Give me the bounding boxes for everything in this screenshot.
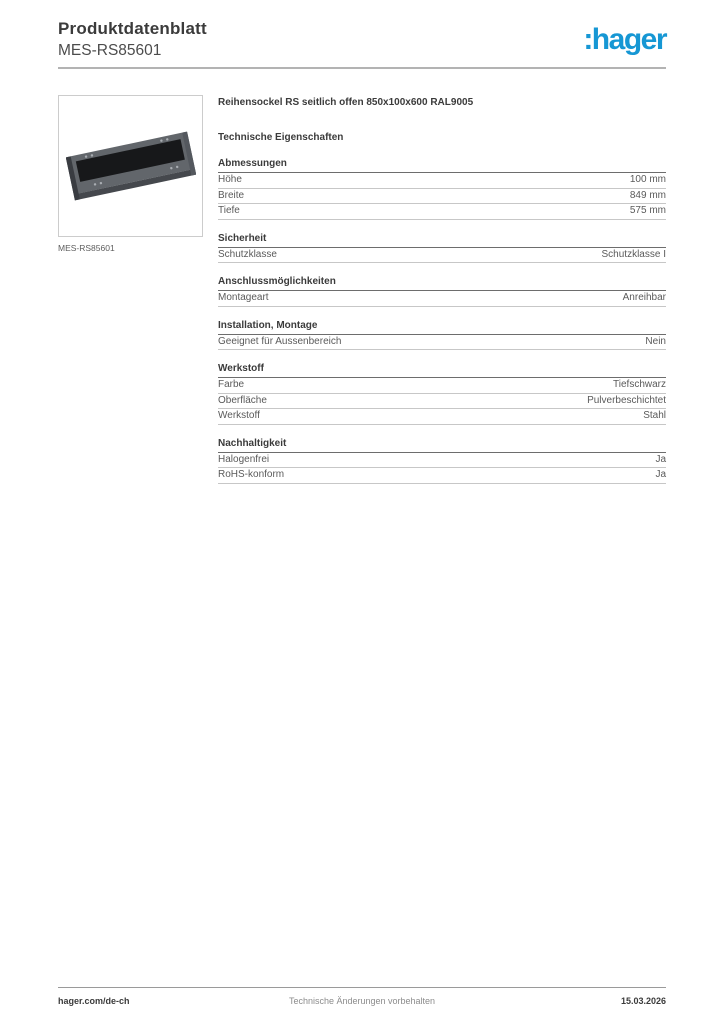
footer-divider — [58, 987, 666, 988]
spec-section — [218, 276, 666, 307]
spec-value: Stahl — [643, 410, 666, 421]
product-reference: MES-RS85601 — [58, 42, 162, 59]
product-image-caption: MES-RS85601 — [58, 243, 115, 253]
section-title: Nachhaltigkeit — [218, 438, 666, 453]
spec-value: Pulverbeschichtet — [587, 394, 666, 406]
section-title: Werkstoff — [218, 363, 666, 378]
spec-label: Höhe — [218, 174, 242, 185]
spec-value: Ja — [655, 453, 666, 465]
spec-label: Oberfläche — [218, 394, 267, 406]
section-title: Sicherheit — [218, 233, 666, 248]
spec-row — [218, 173, 666, 189]
footer-date: 15.03.2026 — [620, 996, 667, 1006]
section-rows — [218, 335, 666, 351]
footer-legal-note: Technische Änderungen vorbehalten — [288, 996, 436, 1006]
footer-website: hager.com/de-ch — [58, 996, 130, 1006]
spec-value: Ja — [655, 469, 666, 480]
spec-row — [218, 453, 666, 469]
spec-value: Anreihbar — [622, 292, 666, 303]
spec-row — [218, 248, 666, 264]
header-divider — [58, 67, 666, 69]
section-rows — [218, 453, 666, 484]
product-photo-illustration — [66, 104, 196, 228]
technical-properties-title: Technische Eigenschaften — [218, 132, 344, 143]
spec-row — [218, 335, 666, 351]
section-title: Anschlussmöglichkeiten — [218, 276, 666, 291]
spec-section — [218, 158, 666, 220]
spec-row — [218, 394, 666, 410]
spec-row — [218, 204, 666, 220]
spec-row — [218, 291, 666, 307]
specifications-column — [218, 95, 666, 497]
section-title: Installation, Montage — [218, 320, 666, 335]
spec-row — [218, 378, 666, 394]
spec-value: Tiefschwarz — [613, 379, 666, 390]
section-rows — [218, 173, 666, 220]
footer — [58, 996, 666, 1006]
spec-value: 100 mm — [629, 174, 666, 185]
spec-label: Montageart — [218, 292, 269, 303]
spec-value: 849 mm — [629, 189, 666, 201]
product-image-box — [58, 95, 203, 237]
spec-label: Schutzklasse — [218, 248, 277, 260]
spec-label: Halogenfrei — [218, 453, 270, 465]
spec-section — [218, 320, 666, 351]
spec-row — [218, 189, 666, 205]
spec-label: Breite — [218, 189, 245, 201]
header — [58, 19, 666, 60]
section-rows — [218, 378, 666, 425]
spec-section — [218, 233, 666, 264]
spec-value: 575 mm — [629, 205, 666, 216]
spec-row — [218, 468, 666, 484]
spec-section — [218, 363, 666, 425]
spec-value: Nein — [645, 335, 666, 347]
section-title: Abmessungen — [218, 158, 666, 173]
spec-value: Schutzklasse I — [601, 248, 666, 260]
section-rows — [218, 248, 666, 264]
spec-sections — [218, 158, 666, 484]
spec-label: Farbe — [218, 379, 245, 390]
spec-row — [218, 409, 666, 425]
hager-logo: :hager — [583, 23, 666, 56]
spec-label: Tiefe — [218, 205, 240, 216]
product-image-column — [58, 95, 204, 253]
product-description-title: Reihensockel RS seitlich offen 850x100x600 RAL9005 — [218, 97, 474, 108]
spec-label: Geeignet für Aussenbereich — [218, 335, 342, 347]
section-rows — [218, 291, 666, 307]
spec-section — [218, 438, 666, 484]
spec-label: Werkstoff — [218, 410, 260, 421]
spec-label: RoHS-konform — [218, 469, 285, 480]
page-title: Produktdatenblatt — [58, 19, 207, 38]
